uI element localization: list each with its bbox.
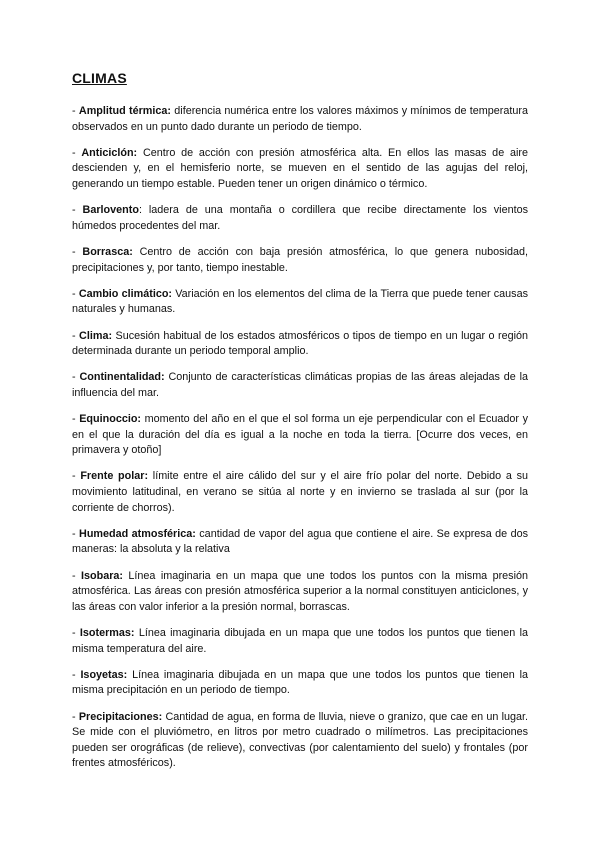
entry-bullet: -: [72, 204, 83, 217]
glossary-entry: [72, 203, 528, 234]
glossary-entry: [72, 329, 528, 360]
entry-bullet: -: [72, 668, 81, 681]
entry-definition: Sucesión habitual de los estados atmosféricos o tipos de tiempo en un lugar o región determinada durante un periodo temporal amplio.: [72, 329, 528, 358]
glossary-entry: [72, 527, 528, 558]
entry-definition: Cantidad de agua, en forma de lluvia, nieve o granizo, que cae en un lugar. Se mide con el pluviómetro, en litros por metro cuadrado o milímetros. Las precipitaciones pueden ser orográficas (de relieve), convectivas (por calentamiento del suelo) y frontales (por frentes atmosféricos).: [72, 710, 528, 770]
glossary-entry: [72, 287, 528, 318]
entry-term: Isotermas:: [79, 626, 135, 639]
entry-definition: Línea imaginaria dibujada en un mapa que une todos los puntos que tienen la misma precipitación en un periodo de tiempo.: [72, 668, 529, 697]
entry-definition: Línea imaginaria dibujada en un mapa que une todos los puntos que tienen la misma temperatura del aire.: [72, 626, 528, 655]
glossary-entry: [72, 569, 528, 616]
entry-definition: Centro de acción con presión atmosférica alta. En ellos las masas de aire descienden y, en el hemisferio norte, se mueven en el sentido de las agujas del reloj, generando un tiempo estable. Pueden tener un origen dinámico o térmico.: [72, 146, 528, 190]
glossary-entry: [72, 245, 528, 276]
entry-term: Precipitaciones:: [78, 710, 163, 723]
glossary-list: [72, 104, 528, 772]
entry-term: Humedad atmosférica:: [79, 527, 196, 540]
glossary-entry: [72, 412, 528, 459]
entry-term: Barlovento: [82, 204, 139, 217]
entry-term: Anticiclón:: [81, 146, 138, 159]
entry-definition: momento del año en el que el sol forma un eje perpendicular con el Ecuador y en el que la duración del día es igual a la noche en toda la tierra. [Ocurre dos veces, en primavera y otoño]: [72, 413, 528, 457]
entry-definition: Línea imaginaria en un mapa que une todos los puntos con la misma presión atmosférica. Las áreas con presión atmosférica superior a la normal constituyen anticiclones, y las áreas con valor inferior a la presión normal, borrascas.: [72, 569, 528, 613]
document-title: CLIMAS: [72, 70, 127, 86]
glossary-entry: [72, 469, 528, 516]
entry-term: Isoyetas:: [80, 668, 128, 681]
glossary-entry: [72, 626, 528, 657]
entry-term: Continentalidad:: [79, 371, 165, 384]
entry-definition: Variación en los elementos del clima de la Tierra que puede tener causas naturales y humanas.: [72, 287, 528, 316]
entry-term: Equinoccio:: [79, 413, 142, 426]
entry-bullet: -: [72, 527, 80, 540]
entry-definition: Centro de acción con baja presión atmosférica, lo que genera nubosidad, precipitaciones y, por tanto, tiempo inestable.: [72, 245, 528, 274]
glossary-entry: [72, 104, 528, 135]
entry-bullet: -: [72, 371, 80, 384]
entry-definition: diferencia numérica entre los valores máximos y mínimos de temperatura observados en un punto dado durante un periodo de tiempo.: [72, 105, 528, 133]
entry-term: Isobara:: [81, 569, 124, 582]
entry-definition: Conjunto de características climáticas propias de las áreas alejadas de la influencia del mar.: [72, 371, 528, 399]
entry-term: Borrasca:: [82, 245, 133, 258]
entry-bullet: -: [72, 329, 80, 342]
entry-term: Frente polar:: [80, 470, 149, 483]
entry-term: Cambio climático:: [78, 287, 173, 300]
entry-bullet: -: [72, 287, 79, 300]
entry-bullet: -: [72, 626, 80, 639]
entry-bullet: -: [72, 710, 79, 723]
entry-bullet: -: [72, 413, 80, 426]
glossary-entry: [72, 370, 528, 401]
glossary-entry: [72, 668, 528, 699]
entry-term: Amplitud térmica:: [78, 105, 171, 117]
entry-term: Clima:: [79, 329, 113, 342]
entry-bullet: -: [72, 569, 81, 582]
entry-bullet: -: [72, 470, 81, 483]
glossary-entry: [72, 146, 528, 193]
entry-definition: : ladera de una montaña o cordillera que recibe directamente los vientos húmedos procedentes del mar.: [72, 204, 528, 232]
entry-bullet: -: [72, 245, 83, 258]
entry-bullet: -: [72, 105, 79, 117]
glossary-entry: [72, 710, 528, 772]
entry-definition: cantidad de vapor del agua que contiene el aire. Se expresa de dos maneras: la absoluta y la relativa: [72, 527, 528, 556]
entry-definition: límite entre el aire cálido del sur y el aire frío polar del norte. Debido a su movimiento latitudinal, en verano se sitúa al norte y en invierno se traslada al sur (por la corriente de chorros).: [72, 470, 528, 514]
entry-bullet: -: [72, 146, 82, 159]
